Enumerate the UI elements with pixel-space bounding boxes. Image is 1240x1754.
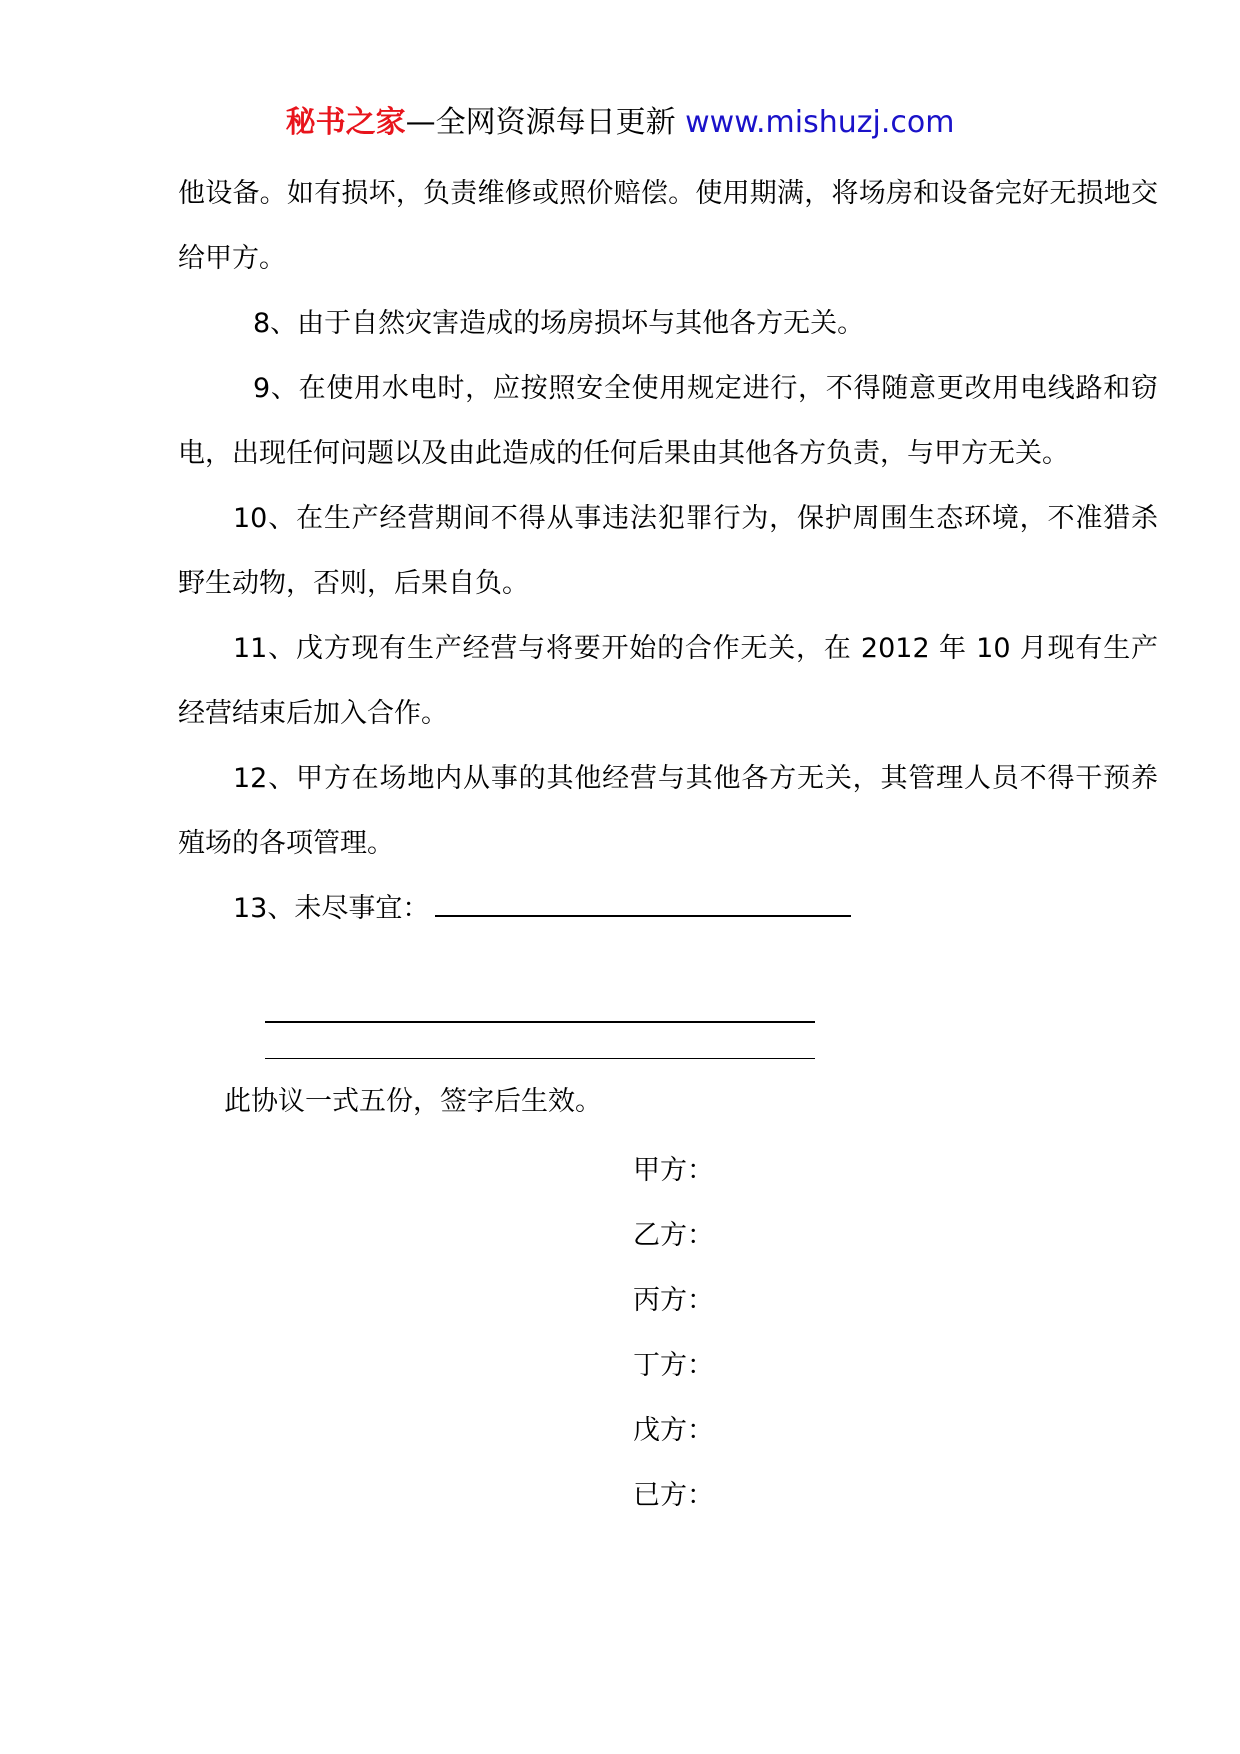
brand-name: 秘书之家 bbox=[285, 105, 406, 140]
signature-party-c: 丙方： bbox=[633, 1285, 714, 1316]
clause-12: 12、甲方在场地内从事的其他经营与其他各方无关，其管理人员不得干预养殖场的各项管理。 bbox=[178, 763, 1158, 859]
page-header bbox=[0, 100, 1240, 146]
clause-9: 9、在使用水电时，应按照安全使用规定进行，不得随意更改用电线路和窃电，出现任何问题以及由此造成的任何后果由其他各方负责，与甲方无关。 bbox=[178, 373, 1158, 469]
fill-in-blank bbox=[435, 885, 851, 917]
clause-8: 8、由于自然灾害造成的场房损坏与其他各方无关。 bbox=[253, 308, 865, 339]
clause-13-label: 13、未尽事宜： bbox=[233, 893, 430, 924]
header-tagline: —全网资源每日更新 bbox=[405, 105, 676, 140]
fill-in-line bbox=[265, 1021, 815, 1023]
signature-block bbox=[633, 1138, 714, 1528]
closing-statement: 此协议一式五份，签字后生效。 bbox=[224, 1086, 602, 1117]
signature-party-d: 丁方： bbox=[633, 1350, 714, 1381]
signature-party-f: 已方： bbox=[633, 1480, 714, 1511]
signature-party-e: 戊方： bbox=[633, 1415, 714, 1446]
fill-in-line bbox=[265, 1058, 815, 1059]
document-body bbox=[178, 161, 1158, 941]
signature-party-a: 甲方： bbox=[633, 1155, 714, 1186]
signature-party-b: 乙方： bbox=[633, 1220, 714, 1251]
clause-11: 11、戊方现有生产经营与将要开始的合作无关，在 2012 年 10 月现有生产经营结束后加入合作。 bbox=[178, 633, 1158, 729]
clause-10: 10、在生产经营期间不得从事违法犯罪行为，保护周围生态环境，不准猎杀野生动物，否则，后果自负。 bbox=[178, 503, 1158, 599]
clause-13 bbox=[178, 876, 1158, 941]
site-url-link[interactable]: www.mishuzj.com bbox=[685, 105, 955, 140]
paragraph-continued: 他设备。如有损坏，负责维修或照价赔偿。使用期满，将场房和设备完好无损地交给甲方。 bbox=[178, 178, 1158, 274]
